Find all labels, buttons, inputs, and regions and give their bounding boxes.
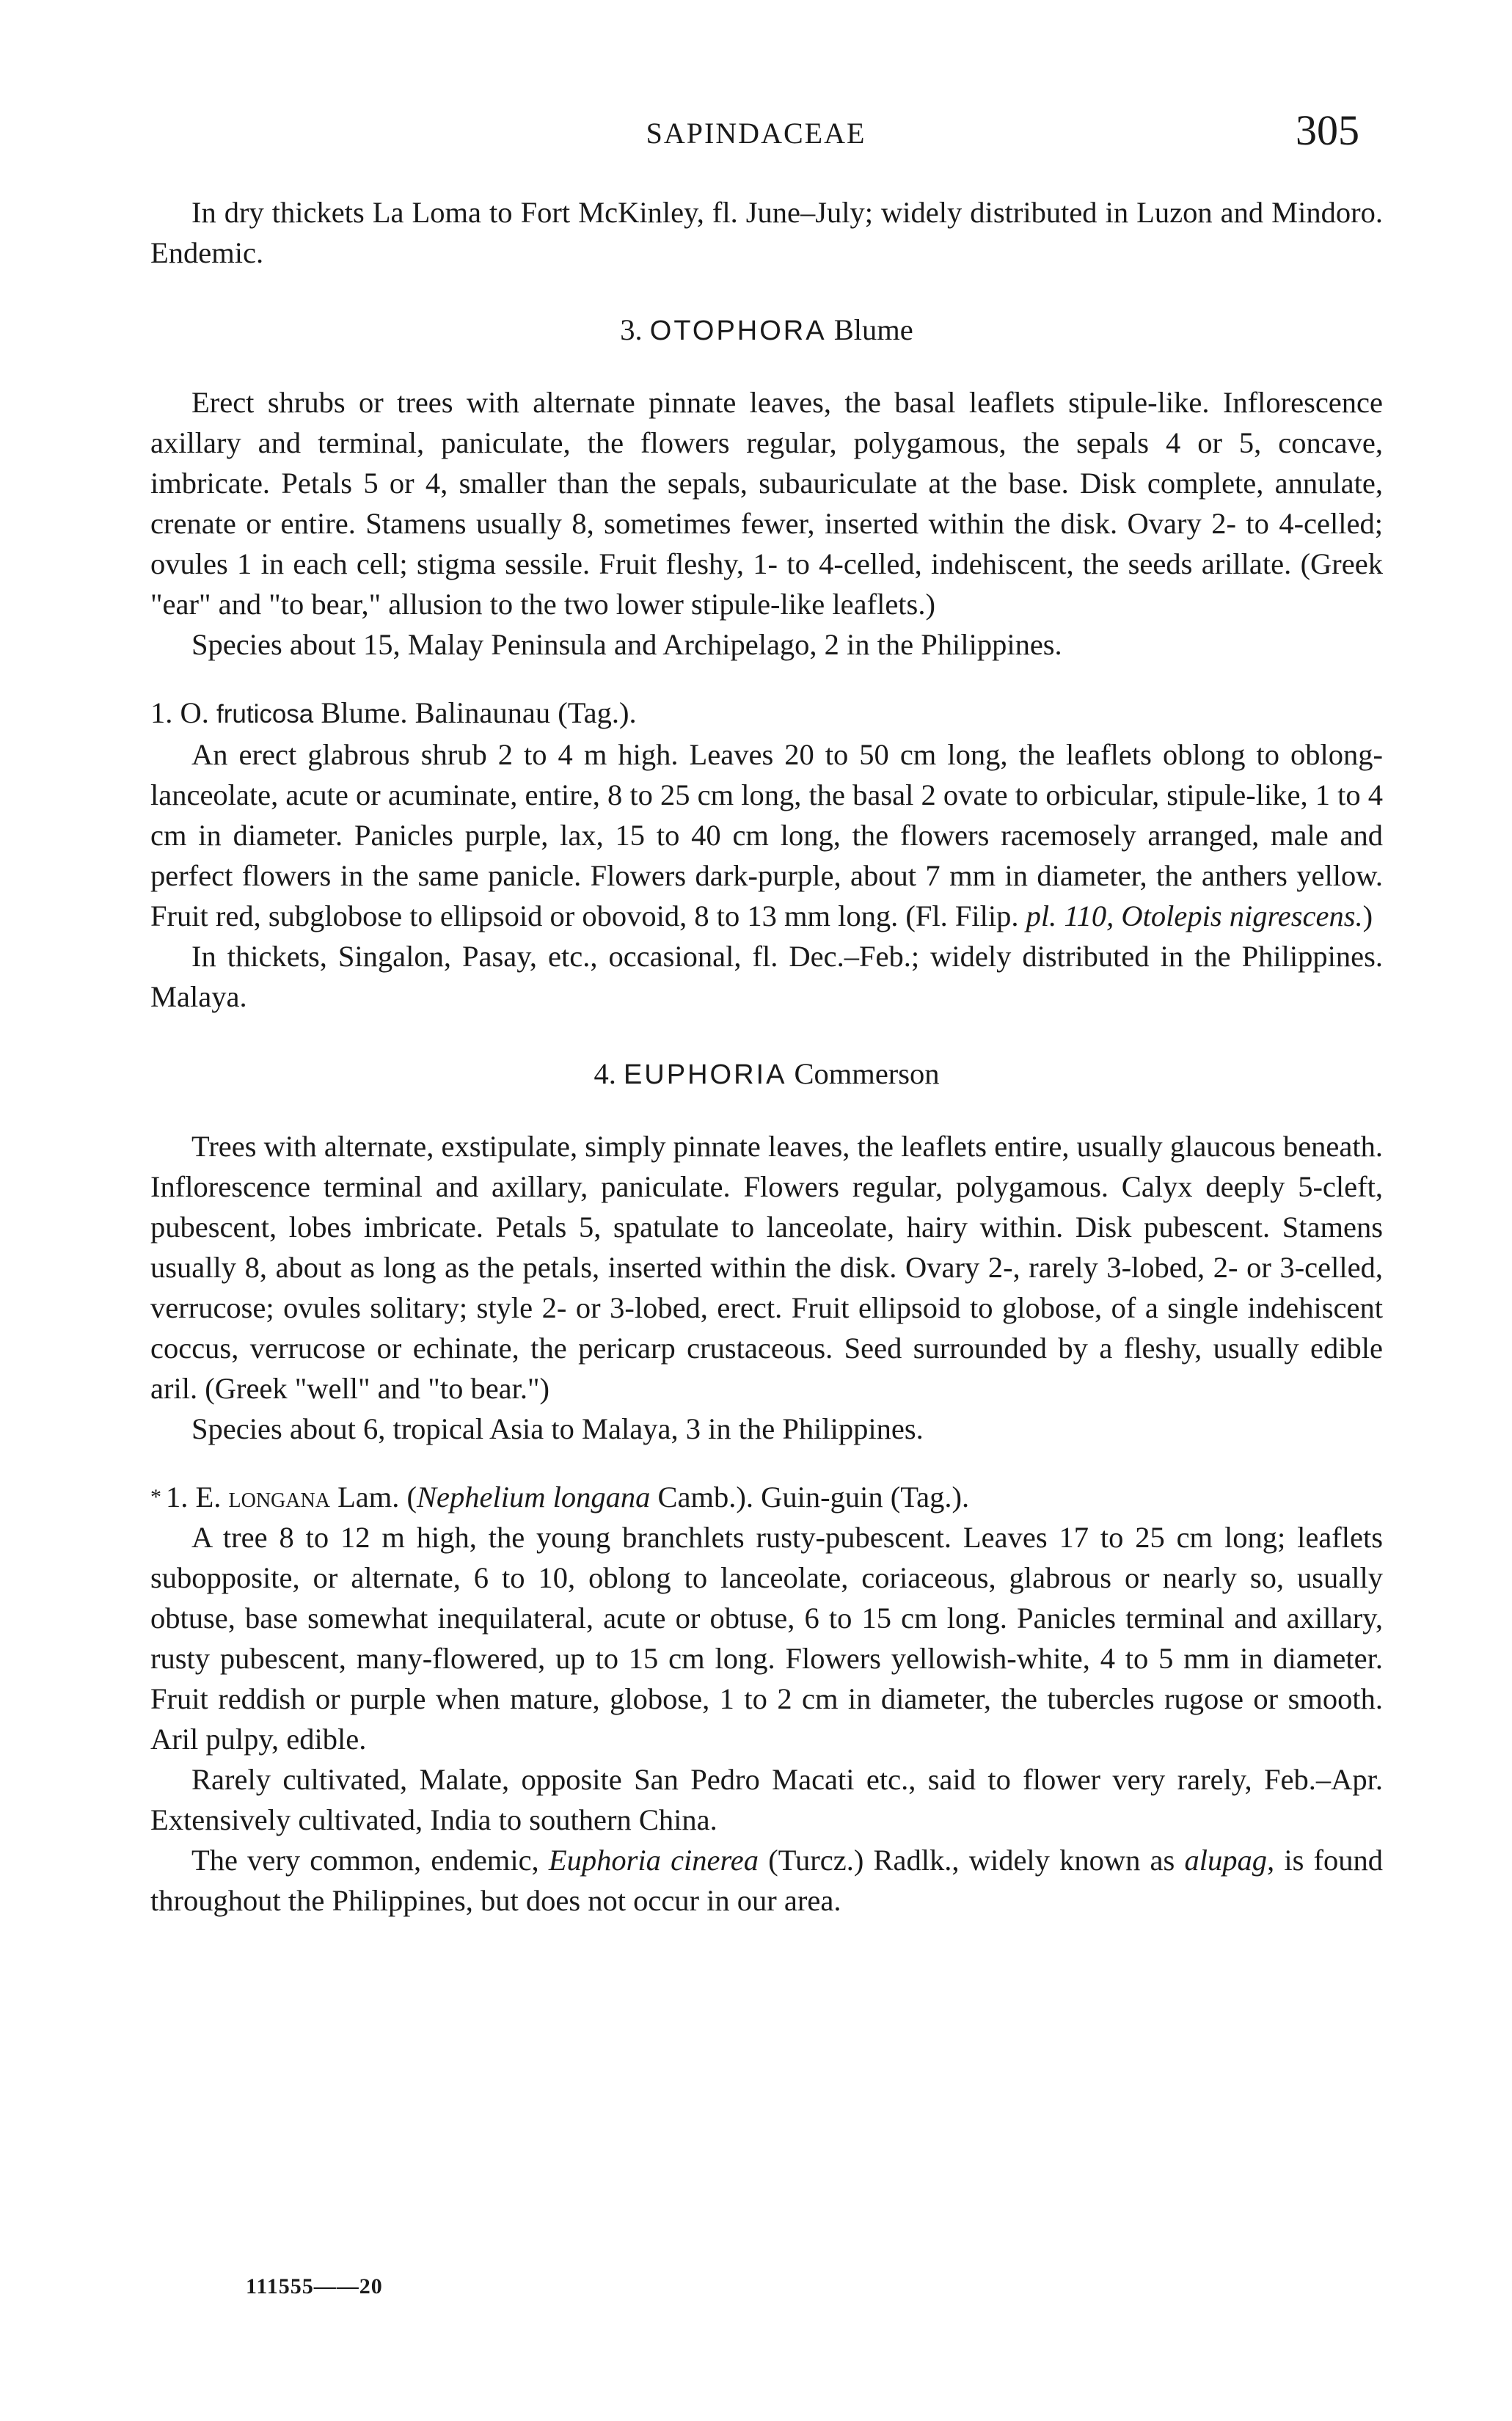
species-description: A tree 8 to 12 m high, the young branchlets rusty-pubescent. Leaves 17 to 25 cm long; leaflets subopposite, or alternate, 6 to 10, oblong to lanceolate, coriaceous, glabrous or nearly so, usually obtuse, base somewhat inequilateral, acute or obtuse, 6 to 15 cm long. Panicles terminal and axillary, rusty pubescent, many-flowered, up to 15 cm long. Flowers yellowish-white, 4 to 5 mm in diameter. Fruit reddish or purple when mature, globose, 1 to 2 cm in diameter, the tubercles rugose or smooth. Aril pulpy, edible. xyxy=(150,1521,1383,1756)
genus-author: Commerson xyxy=(794,1057,940,1090)
species-author: Blume. xyxy=(321,696,408,729)
note-start: The very common, endemic, xyxy=(191,1844,539,1877)
species-epithet: longana xyxy=(228,1480,330,1513)
running-head: SAPINDACEAE xyxy=(646,117,866,150)
genus-description: Trees with alternate, exstipulate, simply pinnate leaves, the leaflets entire, usually glaucous beneath. Inflorescence terminal and axillary, paniculate. Flowers regular, polygamous. Calyx deeply 5-cleft, pubescent, lobes imbricate. Petals 5, spatulate to lanceolate, hairy within. Disk pubescent. Stamens usually 8, about as long as the petals, inserted within the disk. Ovary 2-, rarely 3-lobed, 2- or 3-celled, verrucose; ovules solitary; style 2- or 3-lobed, erect. Fruit ellipsoid to globose, of a single indehiscent coccus, verrucose or echinate, the pericarp crustaceous. Seed surrounded by a fleshy, usually edible aril. (Greek "well" and "to bear.") xyxy=(150,1130,1383,1405)
page-body xyxy=(150,192,1383,1921)
synonym-open: ( xyxy=(406,1480,417,1513)
genus-name: EUPHORIA xyxy=(623,1059,787,1090)
species-heading-otophora-fruticosa xyxy=(150,693,1383,734)
genus-description: Erect shrubs or trees with alternate pinnate leaves, the basal leaflets stipule-like. Inflorescence axillary and terminal, paniculate, the flowers regular, polygamous, the sepals 4 or 5, concave, imbricate. Petals 5 or 4, smaller than the sepals, subauriculate at the base. Disk complete, annulate, crenate or entire. Stamens usually 8, sometimes fewer, inserted within the disk. Ovary 2- to 4-celled; ovules 1 in each cell; stigma sessile. Fruit fleshy, 1- to 4-celled, indehiscent, the seeds arillate. (Greek "ear" and "to bear," allusion to the two lower stipule-like leaflets.) xyxy=(150,386,1383,621)
note-mid: (Turcz.) Radlk., widely known as xyxy=(768,1844,1175,1877)
cultivation-note: Rarely cultivated, Malate, opposite San Pedro Macati etc., said to flower very rarely, Feb.–Apr. Extensively cultivated, India to southern China. xyxy=(150,1763,1383,1836)
intro-paragraph: In dry thickets La Loma to Fort McKinley, fl. June–July; widely distributed in Luzon and Mindoro. Endemic. xyxy=(150,196,1383,269)
species-habitat: In thickets, Singalon, Pasay, etc., occasional, fl. Dec.–Feb.; widely distributed in the Philippines. Malaya. xyxy=(150,940,1383,1013)
species-heading-euphoria-longana xyxy=(150,1477,1383,1517)
genus-author: Blume xyxy=(833,313,913,346)
genus-number: 3. xyxy=(620,313,643,346)
reference-open: (Fl. Filip. xyxy=(905,899,1019,932)
species-count: Species about 15, Malay Peninsula and Archipelago, 2 in the Philippines. xyxy=(191,628,1062,661)
page-header xyxy=(0,106,1512,169)
asterisk-icon: * xyxy=(150,1485,161,1509)
species-epithet: fruticosa xyxy=(216,700,314,729)
note-italic-species: Euphoria cinerea xyxy=(548,1844,759,1877)
note-italic-local-name: alupag, xyxy=(1184,1844,1275,1877)
page-number: 305 xyxy=(1296,106,1359,154)
genus-heading-otophora xyxy=(150,310,1383,351)
common-name: Guin-guin (Tag.). xyxy=(761,1480,970,1513)
reference-close: ) xyxy=(1362,899,1373,932)
species-number: 1. E. xyxy=(166,1480,222,1513)
genus-heading-euphoria xyxy=(150,1054,1383,1095)
reference-italic: pl. 110, Otolepis nigrescens. xyxy=(1026,899,1363,932)
printer-signature: 111555——20 xyxy=(246,2274,383,2298)
synonym-name: Nephelium longana xyxy=(417,1480,651,1513)
species-number: 1. O. xyxy=(150,696,209,729)
genus-number: 4. xyxy=(594,1057,616,1090)
genus-name: OTOPHORA xyxy=(649,315,827,346)
species-description xyxy=(150,734,1383,936)
species-description-text: An erect glabrous shrub 2 to 4 m high. Leaves 20 to 50 cm long, the leaflets oblong to oblong-lanceolate, acute or acuminate, entire, 8 to 25 cm long, the basal 2 ovate to orbicular, stipule-like, 1 to 4 cm in diameter. Panicles purple, lax, 15 to 40 cm long, the flowers racemosely arranged, male and perfect flowers in the same panicle. Flowers dark-purple, about 7 mm in diameter, the anthers yellow. Fruit red, subglobose to ellipsoid or obovoid, 8 to 13 mm long. xyxy=(150,738,1383,932)
species-count: Species about 6, tropical Asia to Malaya, 3 in the Philippines. xyxy=(191,1412,924,1445)
note-end: is found throughout the Philippines, but does not occur in our area. xyxy=(150,1844,1384,1917)
synonym-close: Camb.). xyxy=(657,1480,753,1513)
species-author: Lam. xyxy=(337,1480,400,1513)
endemic-note xyxy=(150,1840,1383,1921)
common-name: Balinaunau (Tag.). xyxy=(414,696,637,729)
